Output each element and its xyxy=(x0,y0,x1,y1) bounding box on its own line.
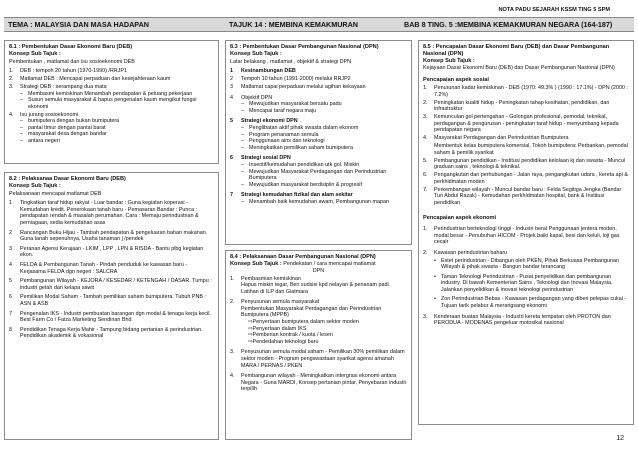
sub-item-text: Mewujudkan masyarakat berdisiplin & progresif xyxy=(249,181,362,188)
sub-item: – Penggunaan ains dan teknologi xyxy=(230,138,407,145)
sub-item: – pantai timur dengan pantai barat xyxy=(9,125,214,132)
item-number: 4. xyxy=(423,135,428,142)
item-number: 5. xyxy=(423,157,428,164)
section-subheading: Konsep Sub Tajuk : xyxy=(423,57,475,64)
list-item xyxy=(9,278,214,291)
list-item xyxy=(9,327,214,340)
section-title: 8.3 : Pembentukan Dasar Pembangunan Nasional (DPN) xyxy=(230,44,379,50)
item-text: Pembasmian kemiskinan xyxy=(241,275,301,282)
sub-item: – Mewujudkan masyarakat berdisiplin & progresif xyxy=(230,182,407,189)
section-intro: Pelaksanaan mencapai matlamat DEB xyxy=(9,190,102,197)
item-text: Penurunan kadar kemiskinan - DEB (1970: 49.3% ) (1990 : 17.1%) - DPN (2000 : 7.2%) xyxy=(434,85,628,98)
item-text: Pemilikan Modal Saham - Tambah pemilikan saham bumiputera. Tubuh PNB : ASN & ASB xyxy=(20,294,206,307)
item-number: 1. xyxy=(230,275,235,282)
item-text: Kemunculan gol pertengahan - Golongan profesional, pemodal, teknikal, perdagangan & pengurusan - peningkatan taraf hidup - menyumbang kepada pendapatan negara xyxy=(434,114,619,134)
section-intro-text: Pendekatan / cara mencapai matlamat xyxy=(283,260,376,267)
section-intro: Kejayaan Dasar Ekonomi Baru (DEB) dan Dasar Pembangunan Nasional (DPN) xyxy=(423,65,615,72)
item-number: 8 xyxy=(9,326,12,333)
list-item xyxy=(423,250,629,257)
theme-label: TEMA : MALAYSIA DAN MASA HADAPAN xyxy=(8,20,149,29)
sub-item-text: antara negeri xyxy=(28,138,60,145)
item-number: 3. xyxy=(9,84,14,90)
list-item xyxy=(230,118,407,125)
item-number: 3. xyxy=(423,114,428,121)
list-item xyxy=(9,200,214,226)
item-number: 1 xyxy=(230,68,233,75)
item-number: 6 xyxy=(230,155,233,162)
sub-item: – Mewujudkan masyarakat bersatu padu xyxy=(230,101,407,108)
item-detail: Pembentukan Masyarakat Perdagangan dan Perindustrian Bumiputera (MPPB) xyxy=(241,305,382,319)
item-text: Matlamat capai perpaduan melalui agihan kekayaan xyxy=(241,84,366,90)
sub-item: – Meningkatkan pemilikan saham bumiputera xyxy=(230,145,407,152)
item-text: Tempoh 10 tahun (1991-2000) melalui RRJP2 xyxy=(241,76,351,83)
item-text: Pengangkutan dan perhubungan - Jalan raya, pengangkutan udara , kereta api & perkhidmatan moden xyxy=(434,172,628,185)
list-item xyxy=(9,68,214,75)
item-text: Pembangunan Wilayah - KEJORA / KESEDAR / KETENGAH / DASAR. Tumpu : industri getah dan kelapa sawit xyxy=(20,278,212,291)
item-detail: Hapus miskin tegar, Beri sudsisi kpd nelayan & penanam padi. Latihan di ILP dan Giatmara xyxy=(241,282,391,295)
list-item xyxy=(230,373,407,393)
list-item xyxy=(423,158,629,171)
bullet-text: Taman Teknologi Perindustrian - Pusat penyelidikan dan pembangunan industry. Di bawah Kementerian Sains , Teknologi dan Inovasi Malaysia. Jalankan penyelidikan & inovasi teknologi perindustrian xyxy=(441,273,613,293)
list-item xyxy=(9,230,214,243)
sub-item: – Susun semula masyarakat & hapus pengenalan kaum mengikut fungsi ekonomi xyxy=(9,97,214,110)
list-item xyxy=(230,192,407,199)
sub-item-text: Meningkatkan pemilikan saham bumiputera xyxy=(249,144,353,151)
item-number: 3. xyxy=(230,349,235,356)
item-number: 2 xyxy=(9,229,12,236)
item-number: 2. xyxy=(9,76,14,83)
item-number: 5 xyxy=(9,278,12,285)
item-text: FELDA & Pembangunan Tanah - Pindah penduduk ke kawasan baru - Kerjasama FELDA dgn negeri : SALCRA xyxy=(20,261,188,275)
arrow-point: ⇨Pendedahan teknologi baru xyxy=(248,338,319,345)
item-number: 7. xyxy=(423,186,428,193)
list-item xyxy=(423,100,629,113)
sub-item: – Penglibatan aktif pihak swasta dalam ekonom xyxy=(230,125,407,132)
item-number: 2. xyxy=(423,99,428,106)
list-item xyxy=(9,262,214,275)
item-number xyxy=(423,143,434,156)
bullet-item: • Zon Perindustrian Bebas - Kawasan perdagangan yang diberi pelepas cukai - Tujuan tarik pelabur & merangsang ekonomi xyxy=(423,296,629,309)
item-text: Peranan Agensi Kerajaan - LKIM , LPP , LPN & RISDA - Bantu plbg kegiatan ekon. xyxy=(20,245,204,259)
list-item xyxy=(423,172,629,185)
sub-item-text: Menambah baik kemudahan awam, Pembangunan mapan xyxy=(249,198,389,205)
sub-item-text: masyarakat desa dengan bandar xyxy=(28,131,107,138)
sub-item-text: Penglibatan aktif pihak swasta dalam ekonom xyxy=(249,124,359,131)
item-number: 5 xyxy=(230,118,233,125)
section-title: 8.1 : Pembentukan Dasar Ekonomi Baru (DEB) xyxy=(9,44,133,50)
item-text: Perindustrian berteknologi tinggi - Industri berat Penggunaan jentera moden, modal besar - Penubuhan HICOM - Projek baiki kapal, besi dan keluli, loji gas cecair xyxy=(434,226,620,246)
list xyxy=(230,68,407,205)
bullet-item: • Taman Teknologi Perindustrian - Pusat penyelidikan dan pembangunan industry. Di bawah Kementerian Sains , Teknologi dan Inovasi Malaysia. Jalankan penyelidikan & inovasi teknologi perindustrian xyxy=(423,274,629,294)
list-item xyxy=(230,349,407,369)
arrow-point: ⇨Pemberian kontrak / kuota / lesen xyxy=(248,332,333,339)
arrow-point: ⇨Penyertaan bumiputera dalam sektor moden xyxy=(248,319,359,326)
item-number: 1 xyxy=(9,200,12,207)
item-number: 7 xyxy=(9,310,12,317)
sub-item-text: Mencapai taraf negara maju xyxy=(249,107,317,114)
item-number: 2. xyxy=(230,299,235,306)
sub-item-text: pantai timur dengan pantai barat xyxy=(28,124,106,131)
item-text: Pengenalan IKS - Industri pembuatan barangan dgn modal & tenaga kerja kecil. Best Farm Co / Faiza Marketing Sendirian Bhd xyxy=(20,310,211,324)
list-item xyxy=(423,226,629,246)
sub-item: – Mencapai taraf negara maju xyxy=(230,108,407,115)
section-subheading: Konsep Sub Tajuk : xyxy=(230,50,282,57)
item-number: 3 xyxy=(230,84,233,90)
section-title: 8.4 : Pelaksanaan Dasar Pembangunan Nasional (DPN) xyxy=(230,254,376,260)
list-item xyxy=(9,311,214,324)
list-item xyxy=(423,114,629,134)
bullet-text: Estet perindustrian - Dibangun oleh PKEN, Pihak Berkuasa Pembangunan Wilayah & pihak swasta - Bangun bandar terancang xyxy=(441,257,619,271)
item-number: 2 xyxy=(230,76,233,83)
section-8-5-box xyxy=(418,40,634,425)
item-text: Membentuk kelas bumiputera komersial, Tokoh bumiputera: Perbankan, pemodal saham & pemilik syarikat xyxy=(434,143,628,156)
sub-item: – antara negeri xyxy=(9,138,214,145)
sub-item-text: Susun semula masyarakat & hapus pengenalan kaum mengikut fungsi ekonomi xyxy=(28,97,197,110)
section-8-2-box xyxy=(4,172,219,440)
item-text: Pendidikan Tenaga Kerja Mahir - Tampung bidang pertanian & perindustrian. Pendidikan akademik & vokasional xyxy=(20,326,203,340)
list-item xyxy=(9,112,214,119)
item-number: 1. xyxy=(423,226,428,233)
section-8-3-box xyxy=(225,40,412,245)
sub-item: – Mewujudkan Masyarakat Perdagangan dan Perindustrian Bumiputera xyxy=(230,169,407,182)
item-number: 3 xyxy=(9,245,12,252)
sub-item: – Menambah baik kemudahan awam, Pembangunan mapan xyxy=(230,199,407,206)
section-8-1-box xyxy=(4,40,219,164)
item-text: Objektif DPN xyxy=(241,94,273,101)
list-item xyxy=(9,246,214,259)
arrow-point: ⇨Penyertaan dalam IKS xyxy=(248,325,307,332)
list-item xyxy=(230,68,407,75)
list xyxy=(9,200,214,340)
item-text: Penyusunan semula modal saham - Pemilikan 30% pemilikan dalam sektor moden - Program pengswastaan syarikat agensi amanah MARA / PERNAS / PKEN xyxy=(241,349,405,369)
list-item xyxy=(230,276,407,283)
section-subheading: Konsep Sub Tajuk : xyxy=(9,182,61,189)
sub-item-text: Mewujudkan Masyarakat Perdagangan dan Perindustrian Bumiputera xyxy=(249,168,387,182)
list-item xyxy=(9,84,214,91)
item-text: Rancangan Buku Hijau - Tambah pendapatan & pengeluaran bahan makanan. Guna tanah sepenuhnya, Usaha tanaman j /pendek xyxy=(20,229,208,243)
sub-item: – Insentif/kemudahan pendidikan utk gol. Miskin xyxy=(230,162,407,169)
section-title: 8.5 : Pencapaian Dasar Ekonomi Baru (DEB) dan Dasar Pembangunan Nasional (DPN) xyxy=(423,44,610,57)
item-text: Pembangunan pendidikan - Institusi pendidikan kelolaan kj dan swasta - Muncul graduan sains , teknologi & teknikal. xyxy=(434,157,626,171)
item-text: Kesinambungan DEB xyxy=(241,68,296,75)
list-item xyxy=(230,155,407,162)
topic-banner xyxy=(4,17,634,32)
section-title: 8.2 : Pelaksanaa Dasar Ekonomi Baru (DEB) xyxy=(9,176,126,182)
chapter-label: BAB 8 TING. 5 :MEMBINA KEMAKMURAN NEGARA (164-187) xyxy=(404,20,613,29)
item-number: 6. xyxy=(423,172,428,179)
sub-item: – Membasmi kemiskinan Menambah pendapatan & peluang pekerjaan xyxy=(9,91,214,98)
item-number: 1. xyxy=(9,68,14,75)
item-text: DEB : tempoh 20 tahun (1970-1990) /RRJP1 xyxy=(20,68,127,75)
topic-label: TAJUK 14 : MEMBINA KEMAKMURAN xyxy=(229,20,358,29)
item-number: 4. xyxy=(230,373,235,380)
list xyxy=(9,68,214,144)
sub-item: – bumiputera dengan bukan bumiputera xyxy=(9,118,214,125)
sub-item-text: Penggunaan ains dan teknologi xyxy=(249,138,325,145)
item-text: Peningkatan kualiti hidup - Peningkatan tahap kesihatan, pendidikan, dan infrastruktur xyxy=(434,99,610,113)
section-intro-continued: DPN xyxy=(312,267,325,274)
sub-item-text: Mewujudkan masyarakat bersatu padu xyxy=(249,101,342,108)
sub-item: – Program penanaman semula xyxy=(230,132,407,139)
item-number: 6 xyxy=(9,294,12,301)
list-item xyxy=(230,84,407,91)
section-subheading: Konsep Sub Tajuk : xyxy=(9,50,61,57)
section-intro xyxy=(230,261,407,268)
list-item xyxy=(9,294,214,307)
bullet-item: • Estet perindustrian - Dibangun oleh PKEN, Pihak Berkuasa Pembangunan Wilayah & pihak swasta - Bangun bandar terancang xyxy=(423,258,629,271)
list-item xyxy=(230,299,407,306)
sub-item-text: Insentif/kemudahan pendidikan utk gol. Miskin xyxy=(249,161,360,168)
item-number: 4. xyxy=(9,111,14,118)
item-number: 2. xyxy=(423,249,428,256)
item-number: 3. xyxy=(423,313,428,320)
item-number: 7 xyxy=(230,192,233,199)
sub-item-text: Program penanaman semula xyxy=(249,131,319,138)
list-item xyxy=(423,187,629,207)
section-intro: Latar belakang , matlamat , objektif & strategi DPN xyxy=(230,58,352,65)
social-achievements-heading: Pencapaian aspek sosial xyxy=(423,77,489,84)
section-intro: Pembentukan , matlamat dan isu sosioekonomi DEB xyxy=(9,58,135,65)
list-item xyxy=(423,143,629,156)
sub-item-text: Membasmi kemiskinan Menambah pendapatan & peluang pekerjaan xyxy=(28,90,193,97)
item-text: Kenderaan buatan Malaysia - Industri kereta tempatan oleh PROTON dan PERODUA - MODENAS pengeluar motosikal nasional xyxy=(434,313,611,327)
list-item xyxy=(230,76,407,83)
list-item xyxy=(423,314,629,327)
item-text: Strategi kemudahan fizikal dan alam sekitar xyxy=(241,192,353,199)
list-item xyxy=(9,76,214,83)
item-text: Strategi DEB : serampang dua mata xyxy=(20,84,107,90)
bullet-text: Zon Perindustrian Bebas - Kawasan perdagangan yang diberi pelepas cukai - Tujuan tarik pelabur & merangsang ekonomi xyxy=(441,296,627,310)
item-text: Pembangunan wilayah - Meningkatkan intergrasi ekonomi antara Negara - Guna MARDI, Konsep pertanian pintar, Penyebaran industri terpilih xyxy=(241,373,407,393)
item-text: Perkembangan wilayah - Muncul bandar baru : Felda Segitiga Jengka (Bandar Tun Abdul Razak) - Kemudahan perkhidmatan hospital, bank & Institusi pendidikan xyxy=(434,186,622,206)
item-number: 1. xyxy=(423,85,428,92)
economic-achievements-heading: Pencapaian aspek ekonomi xyxy=(423,215,497,222)
header-note: NOTA PADU SEJARAH KSSM TING 5 SPM xyxy=(498,7,610,13)
item-number: 4 xyxy=(230,94,233,101)
list-item xyxy=(423,85,629,98)
list-item xyxy=(230,95,407,102)
sub-item-text: bumiputera dengan bukan bumiputera xyxy=(28,118,120,125)
item-text: Tingkatkan taraf hidup rakyat - Luar bandar : Guna kegiatan koperasi - Kemudahan kredit. Penerokaan tanah baru - Pemasaran Bandar : Punca : pendapatan rendah & masalah perumahan. Cara : Memaju perindustrian & perniagaan, sedia kemudahan asas xyxy=(20,200,199,226)
list-item xyxy=(423,135,629,142)
item-text: Strategi sosial DPN xyxy=(241,155,291,162)
item-number: 4 xyxy=(9,261,12,268)
page-number: 12 xyxy=(616,435,624,442)
item-text: Masyarakat Perdagangan dan Perindustrian Bumiputera xyxy=(434,135,569,142)
item-text: Penyusunan semula masyarakat xyxy=(241,299,320,306)
item-text: Matlamat DEB : Mencapai perpaduan dan kesejahteraan kaum xyxy=(20,76,171,83)
section-subheading: Konsep Sub Tajuk : xyxy=(230,260,282,267)
item-text: Strategi ekonomi DPN xyxy=(241,118,298,125)
section-8-4-box xyxy=(225,250,412,440)
item-text: Isu jurang sosioekonomi xyxy=(20,111,79,118)
item-text: Kawasan perindustrian baharu xyxy=(434,249,508,256)
sub-item: – masyarakat desa dengan bandar xyxy=(9,131,214,138)
